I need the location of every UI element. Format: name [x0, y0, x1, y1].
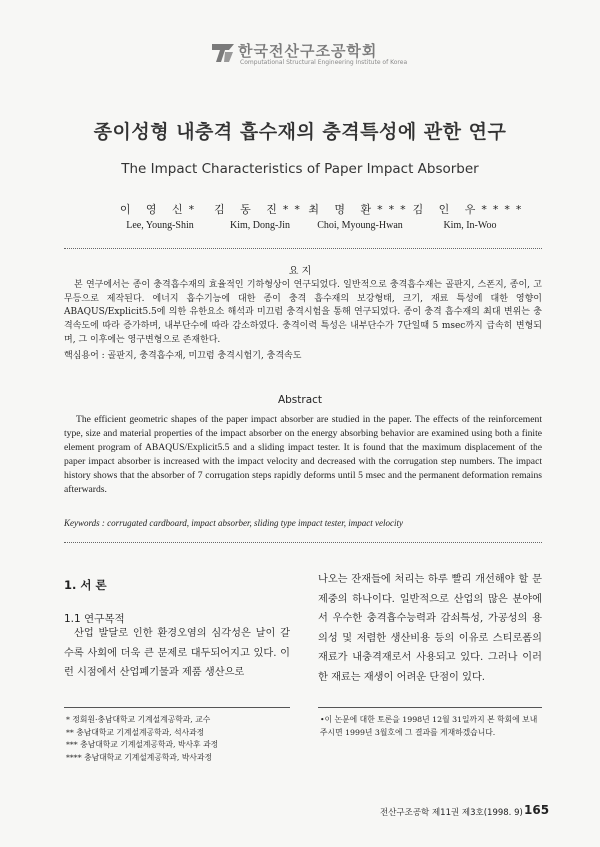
keywords-text: : corrugated cardboard, impact absorber, sliding type impact tester, impact velocity: [101, 518, 403, 528]
author-name-en: Kim, Dong-Jin: [230, 220, 290, 231]
society-name-ko: 한국전산구조공학회: [238, 42, 378, 60]
summary-heading: 요 지: [288, 266, 312, 277]
author: [400, 202, 540, 234]
society-emblem-icon: [212, 44, 234, 62]
paragraph: 산업 발달로 인한 환경오염의 심각성은 날이 갈수록 사회에 더욱 큰 문제로 대두되어지고 있다. 이런 시점에서 산업폐기물과 제품 생산으로: [64, 628, 290, 679]
abstract-body: The efficient geometric shapes of the paper impact absorber are studied in the paper. The effects of the reinforcement type, size and material properties of the impact absorber on the energy absorbing behavior are examined using both a finite element program of ABAQUS/Explicit5.5 and a sliding impact tester. It is found that the maximum displacement of the paper impact absorber is increased with the impact velocity and decreased with the corrugation step numbers. The impact history shows that the absorber of 7 corrugation steps rapidly deforms until 5 msec and the permanent deformation remains afterwards.: [64, 414, 542, 495]
author-name-en: Choi, Myoung-Hwan: [317, 220, 403, 231]
summary-ko-body: [64, 279, 542, 348]
divider: [64, 248, 542, 249]
divider: [64, 542, 542, 543]
author-name-en: Kim, In-Woo: [443, 220, 497, 231]
author-name-en: Lee, Young-Shin: [126, 220, 194, 231]
footnote: * 정회원·충남대학교 기계설계공학과, 교수: [66, 715, 211, 724]
author-name-ko: 김 인 우****: [412, 203, 528, 216]
keywords-label: Keywords: [64, 518, 100, 528]
footnotes-left: [66, 714, 290, 764]
keywords-en: [64, 518, 542, 528]
footnote: *** 충남대학교 기계설계공학과, 박사후 과정: [66, 740, 219, 749]
journal-info: 전산구조공학 제11권 제3호(1998. 9): [380, 808, 523, 818]
footnote: **** 충남대학교 기계설계공학과, 박사과정: [66, 752, 213, 762]
author-name-ko: 이 영 신*: [119, 203, 201, 216]
page-number: 165: [524, 803, 550, 817]
society-logo: [212, 42, 408, 66]
paper-title-ko: 종이성형 내충격 흡수재의 충격특성에 관한 연구: [93, 121, 507, 143]
section-text-right: [318, 570, 542, 688]
society-name-en: Computational Structural Engineering Institute of Korea: [240, 59, 408, 66]
section-text-left: [64, 624, 290, 683]
subsection-heading: 1.1 연구목적: [64, 613, 125, 625]
abstract-heading: Abstract: [277, 394, 323, 406]
paper-title-en: The Impact Characteristics of Paper Impact Absorber: [121, 161, 479, 177]
footnote-rule: [318, 707, 542, 708]
summary-ko-text: 본 연구에서는 종이 충격흡수재의 효율적인 기하형상이 연구되었다. 일반적으로 충격흡수재는 골판지, 스폰지, 종이, 고무등으로 제작된다. 에너지 흡수기능에 대한 종이 충격 흡수재의 보강형태, 크기, 재료 특성에 대한 영향이 ABAQUS/Explicit5.5에 의한 유한요소 해석과 미끄럼 충격시험을 통해 연구되었다. 종이 충격 흡수재의 최대 변위는 충격속도에 따라 증가하며, 내부단수에 따라 감소하였다. 충격이력 특성은 내부단수가 7단일때 5 msec까지 급속히 변형되며, 그 이후에는 영구변형으로 존재한다.: [64, 280, 542, 345]
footnote-right: •이 논문에 대한 토론을 1998년 12월 31일까지 본 학회에 보내주시면 1999년 3월호에 그 결과를 게재하겠습니다.: [320, 715, 538, 737]
paragraph: 나오는 잔재들에 처리는 하루 빨리 개선해야 할 문제중의 하나이다. 일반적으로 산업의 많은 분야에서 우수한 충격흡수능력과 감쇠특성, 가공성의 용의성 및 저렴한 생산비용 등의 이유로 스티로폼의 재료가 내충격재로서 사용되고 있다. 그러나 이러한 재료는 재생이 어려운 단점이 있다.: [318, 574, 542, 683]
keywords-ko: 핵심용어 : 골판지, 충격흡수재, 미끄럼 충격시험기, 충격속도: [64, 351, 302, 361]
author-name-ko: 최 명 환***: [308, 203, 412, 216]
footnote: ** 충남대학교 기계설계공학과, 석사과정: [66, 727, 205, 737]
footnote-rule: [64, 707, 290, 708]
section-heading: 1. 서 론: [64, 578, 107, 592]
author-name-ko: 김 동 진**: [214, 203, 306, 216]
